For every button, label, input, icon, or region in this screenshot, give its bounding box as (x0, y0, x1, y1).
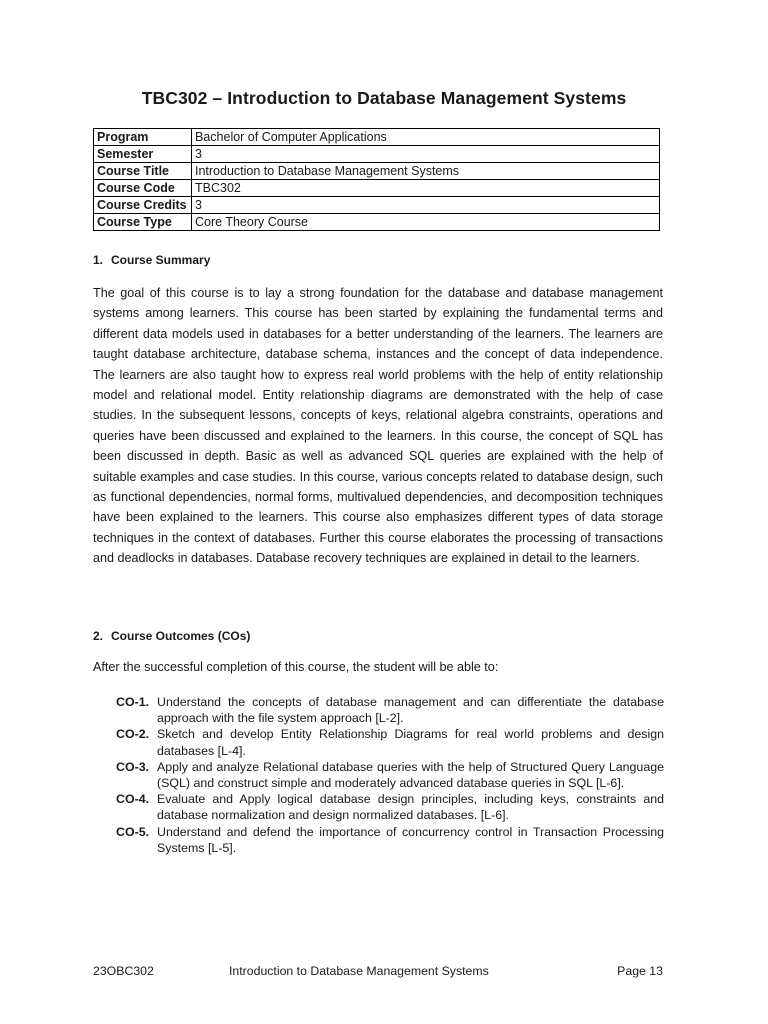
outcomes-intro: After the successful completion of this course, the student will be able to: (93, 660, 499, 674)
list-item (116, 726, 664, 758)
program-label: Program (94, 129, 192, 146)
program-value: Bachelor of Computer Applications (192, 129, 660, 146)
footer-course-code: 23OBC302 (93, 964, 154, 978)
section-heading-text: Course Outcomes (COs) (111, 629, 251, 643)
list-item (116, 694, 664, 726)
document-title: TBC302 – Introduction to Database Management Systems (141, 88, 627, 108)
section-number: 2. (93, 629, 104, 643)
co-id: CO-4. (116, 792, 150, 807)
section-number: 1. (93, 253, 104, 267)
co-id: CO-3. (116, 759, 150, 774)
footer-title: Introduction to Database Management Systems (229, 964, 489, 978)
course-outcomes-heading (93, 629, 250, 643)
course-type-label: Course Type (94, 214, 192, 231)
table-row (94, 146, 660, 163)
course-type-value: Core Theory Course (192, 214, 660, 231)
course-title-value: Introduction to Database Management Systems (192, 163, 660, 180)
course-info-table (93, 128, 660, 231)
co-text: Understand and defend the importance of concurrency control in Transaction Processing Systems [L-5]. (157, 824, 664, 855)
page-number: Page 13 (617, 964, 663, 978)
course-summary-heading (93, 253, 210, 267)
co-text: Understand the concepts of database management and can differentiate the database approach with the file system approach [L-2]. (157, 695, 664, 726)
table-row (94, 129, 660, 146)
co-id: CO-2. (116, 727, 150, 742)
co-text: Evaluate and Apply logical database design principles, including keys, constraints and database normalization and design normalized databases. [L-6]. (157, 792, 664, 823)
semester-value: 3 (192, 146, 660, 163)
course-outcomes-list (116, 694, 664, 856)
co-id: CO-1. (116, 695, 150, 709)
list-item (116, 759, 664, 791)
course-code-value: TBC302 (192, 180, 660, 197)
co-text: Sketch and develop Entity Relationship Diagrams for real world problems and design databases [L-4]. (157, 727, 664, 758)
table-row (94, 197, 660, 214)
course-credits-value: 3 (192, 197, 660, 214)
course-title-label: Course Title (94, 163, 192, 180)
course-credits-label: Course Credits (94, 197, 192, 214)
table-row (94, 214, 660, 231)
list-item (116, 824, 664, 856)
course-code-label: Course Code (94, 180, 192, 197)
co-text: Apply and analyze Relational database queries with the help of Structured Query Language (SQL) and construct simple and moderately advanced database queries in SQL [L-6]. (157, 759, 664, 791)
table-row (94, 180, 660, 197)
co-id: CO-5. (116, 824, 150, 839)
table-row (94, 163, 660, 180)
course-summary-text: The goal of this course is to lay a strong foundation for the database and database management systems among learners. This course has been started by explaining the fundamental terms and different data models used in databases for a better understanding of the learners. The learners are taught database architecture, database schema, instances and the concept of data independence. The learners are also taught how to express real world problems with the help of entity relationship model and relational model. Entity relationship diagrams are demonstrated with the help of case studies. In the subsequent lessons, concepts of keys, relational algebra constraints, operations and queries have been discussed and explained to the learners. In this course, the concept of SQL has been discussed in depth. Basic as well as advanced SQL queries are explained with the help of suitable examples and case studies. In this course, various concepts related to database design, such as functional dependencies, normal forms, multivalued dependencies, and decomposition techniques have been explained to the learners. This course also emphasizes different types of data storage techniques in the context of databases. Further this course elaborates the processing of transactions and deadlocks in databases. Database recovery techniques are explained in detail to the learners. (93, 286, 663, 566)
semester-label: Semester (94, 146, 192, 163)
section-heading-text: Course Summary (111, 253, 211, 267)
list-item (116, 791, 664, 823)
page-footer (93, 964, 663, 980)
